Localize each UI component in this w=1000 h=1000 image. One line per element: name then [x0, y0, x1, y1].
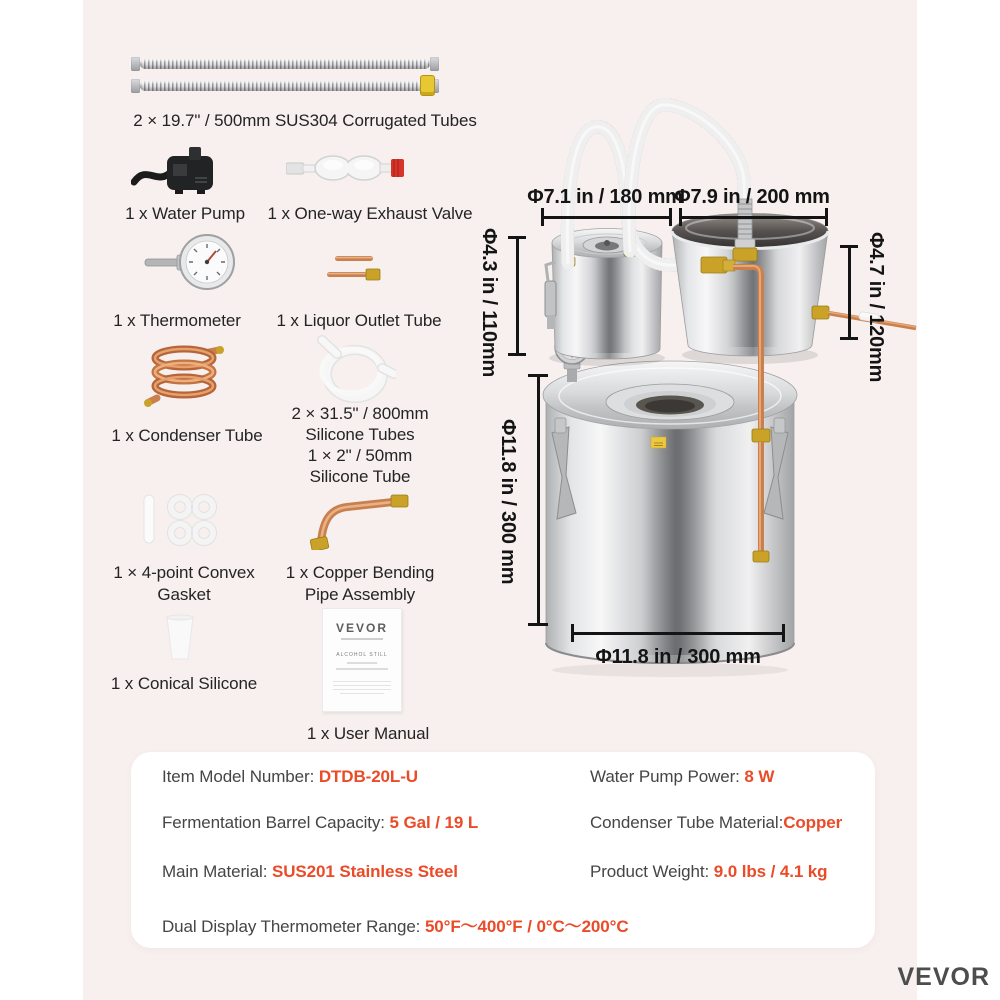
spec-condenser-material [590, 813, 842, 833]
kit-caption-liquor-outlet: 1 x Liquor Outlet Tube [276, 311, 442, 330]
dimension-tick [679, 208, 682, 226]
manual-brand-text: VEVOR [335, 621, 388, 635]
kit-caption-copper-pipe-line1: 1 x Copper Bending [285, 563, 435, 582]
exhaust-valve-icon [286, 150, 408, 186]
dimension-tick [508, 236, 526, 239]
spec-label: Water Pump Power: [590, 767, 745, 786]
spec-value: 5 Gal / 19 L [389, 813, 479, 832]
dimension-tick [571, 624, 574, 642]
dimension-tick [840, 245, 858, 248]
manual-text-line [333, 685, 391, 687]
spec-thermo-range [162, 912, 629, 937]
spec-value: SUS201 Stainless Steel [271, 862, 458, 881]
kit-caption-silicone-line2: Silicone Tubes [305, 425, 415, 444]
dimension-label-pot-left-diameter: Φ7.1 in / 180 mm [527, 186, 683, 208]
kit-caption-copper-pipe-line2: Pipe Assembly [304, 585, 416, 604]
corrugated-tube-icon [140, 59, 430, 69]
dimension-tick [840, 337, 858, 340]
spec-value: 9.0 lbs / 4.1 kg [713, 862, 828, 881]
manual-text-bar [347, 662, 377, 664]
water-pump-icon [131, 146, 217, 196]
kit-caption-conical: 1 x Conical Silicone [110, 674, 258, 693]
manual-text-line [333, 681, 391, 683]
dimension-tick [541, 208, 544, 226]
dimension-label-barrel-height: Φ11.8 in / 300 mm [497, 419, 519, 585]
spec-label: Main Material: [162, 862, 272, 881]
kit-caption-exhaust-valve: 1 x One-way Exhaust Valve [267, 204, 473, 223]
spec-value: DTDB-20L-U [318, 767, 418, 786]
dimension-line-pot-right-height [848, 247, 851, 339]
kit-caption-silicone-line1: 2 × 31.5" / 800mm [291, 404, 429, 423]
still-product-image [455, 85, 925, 705]
liquor-outlet-tube-icon [325, 250, 387, 288]
spec-label: Condenser Tube Material: [590, 813, 784, 832]
silicone-tubes-icon [310, 334, 396, 404]
spec-weight [590, 862, 827, 882]
spec-panel [131, 752, 875, 948]
spec-label: Dual Display Thermometer Range: [162, 917, 425, 936]
dimension-label-pot-left-height: Φ4.3 in / 110mm [478, 228, 500, 378]
kit-caption-gasket-line2: Gasket [157, 585, 211, 604]
dimension-tick [825, 208, 828, 226]
tube-fitting-icon [131, 57, 140, 71]
tube-fitting-icon [131, 79, 140, 93]
manual-text-line [340, 693, 384, 695]
dimension-tick [508, 353, 526, 356]
dimension-label-pot-right-diameter: Φ7.9 in / 200 mm [674, 186, 830, 208]
spec-value: 50°F～400°F / 0°C～200°C [424, 917, 629, 936]
spec-capacity [162, 813, 478, 833]
corrugated-tube-icon [140, 81, 430, 91]
condenser-tube-icon [143, 342, 225, 410]
spec-item-model [162, 767, 418, 787]
dimension-tick [528, 623, 548, 626]
kit-caption-water-pump: 1 x Water Pump [125, 204, 245, 223]
copper-bending-pipe-icon [305, 492, 411, 550]
thermometer-icon [143, 232, 235, 294]
spec-main-material [162, 862, 458, 882]
spec-pump-power [590, 767, 774, 787]
corrugated-tubes-image-row1 [131, 57, 439, 71]
dimension-line-barrel-diameter [573, 632, 785, 635]
kit-caption-silicone-line3: 1 × 2" / 50mm [307, 446, 413, 465]
kit-caption-gasket-line1: 1 × 4-point Convex [113, 563, 255, 582]
manual-tagline-bar [341, 638, 383, 640]
dimension-tick [669, 208, 672, 226]
vevor-logo: VEVOR [897, 963, 990, 991]
dimension-tick [782, 624, 785, 642]
dimension-label-barrel-diameter: Φ11.8 in / 300 mm [595, 646, 761, 668]
dimension-tick [528, 374, 548, 377]
dimension-line-pot-left-height [516, 238, 519, 354]
dimension-line-pot-left-diameter [542, 216, 672, 219]
kit-caption-manual: 1 x User Manual [306, 724, 430, 743]
convex-gasket-icon [140, 492, 222, 550]
spec-value: 8 W [744, 767, 775, 786]
manual-title-text: ALCOHOL STILL [336, 652, 388, 658]
spec-label: Item Model Number: [162, 767, 319, 786]
spec-label: Product Weight: [590, 862, 714, 881]
tube-yellow-clip-icon [420, 75, 435, 96]
manual-text-line [333, 689, 391, 691]
conical-silicone-icon [160, 614, 200, 662]
dimension-line-pot-right-diameter [680, 216, 827, 219]
user-manual-icon [322, 608, 402, 712]
kit-caption-condenser: 1 x Condenser Tube [111, 426, 263, 445]
dimension-label-pot-right-height: Φ4.7 in / 120mm [865, 232, 887, 383]
spec-value: Copper [783, 813, 843, 832]
kit-caption-corrugated-tubes: 2 × 19.7" / 500mm SUS304 Corrugated Tubes [133, 111, 477, 130]
dimension-line-barrel-height [537, 376, 540, 626]
corrugated-tubes-image-row2 [131, 79, 439, 93]
kit-caption-silicone-line4: Silicone Tube [309, 467, 411, 486]
kit-caption-thermometer: 1 x Thermometer [113, 311, 241, 330]
tube-fitting-icon [430, 57, 439, 71]
spec-label: Fermentation Barrel Capacity: [162, 813, 390, 832]
